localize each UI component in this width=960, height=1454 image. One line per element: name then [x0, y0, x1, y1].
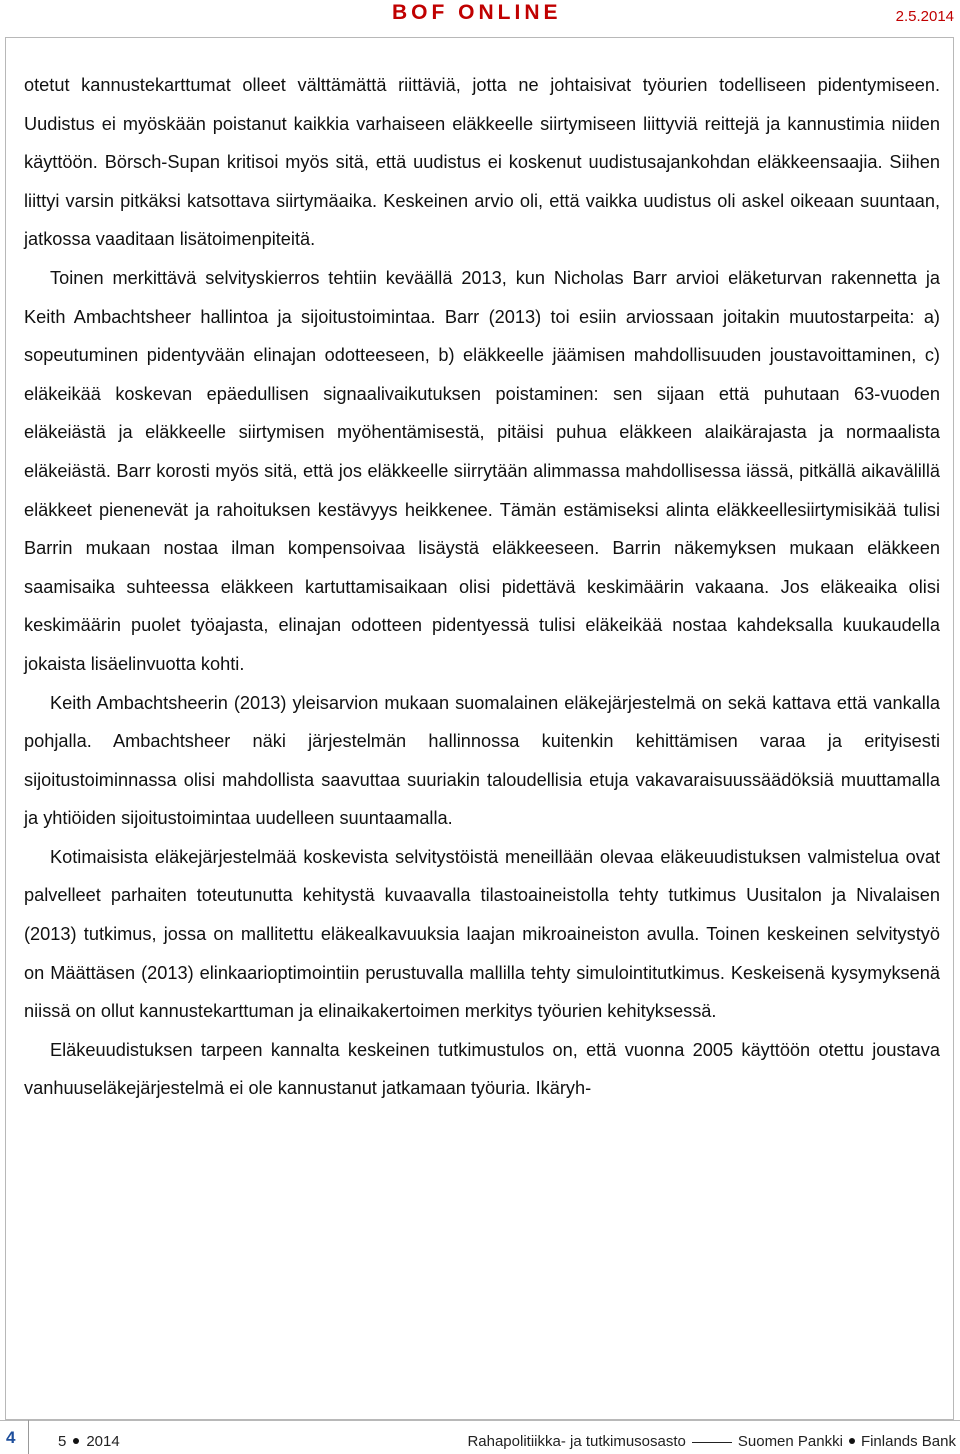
publication-date: 2.5.2014: [895, 8, 954, 25]
bank-name-sv: Finlands Bank: [860, 1433, 956, 1450]
bullet-icon: [73, 1438, 79, 1444]
issue-year: 2014: [86, 1433, 120, 1450]
paragraph-4: Kotimaisista eläkejärjestelmää koskevista selvitystöistä meneillään olevaa eläkeuudistuksen valmistelua ovat palvelleet parhaiten toteutunutta kehitystä kuvaavalla tilastoaineistolla tehty tutkimus Uusitalon ja Nivalaisen (2013) tutkimus, jossa on mallitettu eläkealkavuuksia laajan mikroaineiston avulla. Toinen keskeinen selvitystyö on Määttäsen (2013) elinkaarioptimointiin perustuvalla mallilla tehty simulointitutkimus. Keskeisenä kysymyksenä niissä on ollut kannustekarttuman ja elinaikakertoimen merkitys työurien kehityksessä.: [24, 846, 940, 1022]
paragraph-5: Eläkeuudistuksen tarpeen kannalta keskeinen tutkimustulos on, että vuonna 2005 käyttöön otettu joustava vanhuuseläkejärjestelmä ei ole kannustanut jatkamaan työuria. Ikäryh-: [24, 1039, 940, 1099]
footer-separator: [28, 1420, 29, 1454]
paragraph-2: Toinen merkittävä selvityskierros tehtiin keväällä 2013, kun Nicholas Barr arvioi eläketurvan rakennetta ja Keith Ambachtsheer hallintoa ja sijoitustoimintaa. Barr (2013) toi esiin arviossaan joitakin muutostarpeita: a) sopeutuminen pidentyvään elinajan odotteeseen, b) eläkkeelle jäämisen mahdollisuuden joustavoittaminen, c) eläkeikää koskevan epäedullisen signaalivaikutuksen poistaminen: sen sijaan että puhutaan 63-vuoden eläkeiästä ja eläkkeelle siirtymisen myöhentämisestä, pitäisi puhua eläkkeen alaikärajasta ja normaalista eläkeiästä. Barr korosti myös sitä, että jos eläkkeelle siirrytään alimmassa mahdollisessa iässä, pitkällä aikavälillä eläkkeet pienenevät ja rahoituksen kestävyys heikkenee. Tämän estämiseksi alinta eläkkeellesiirtymisikää tulisi Barrin mukaan nostaa ilman kompensoivaa lisäystä eläkkeeseen. Barrin näkemyksen mukaan eläkkeen saamisaika suhteessa eläkkeen kartuttamisaikaan olisi pidettävä keskimäärin vakaana. Jos eläkeaika olisi keskimäärin puolet työajasta, elinajan odotteen pidentyessä tulisi eläkeikää nostaa kahdeksalla kuukaudella jokaista lisäelinvuotta kohti.: [24, 267, 940, 674]
issue-info: [58, 1433, 120, 1450]
paragraph-3: Keith Ambachtsheerin (2013) yleisarvion mukaan suomalainen eläkejärjestelmä on sekä kattava että vankalla pohjalla. Ambachtsheer näki järjestelmän hallinnossa kuitenkin kehittämisen varaa ja erityisesti sijoitustoiminnassa olisi mahdollista saavuttaa suuriakin taloudellisia etuja vakavaraisuussäädöksiä muuttamalla ja yhtiöiden sijoitustoimintaa uudelleen suuntaamalla.: [24, 692, 940, 829]
publisher-info: [467, 1433, 956, 1450]
bank-name-fi: Suomen Pankki: [737, 1433, 843, 1450]
article-body: [24, 66, 940, 1108]
bullet-icon: [849, 1438, 855, 1444]
page-footer: [0, 1420, 960, 1454]
dash-separator: [692, 1442, 732, 1443]
paragraph-1: otetut kannustekarttumat olleet välttämättä riittäviä, jotta ne johtaisivat työurien todelliseen pidentymiseen. Uudistus ei myöskään poistanut kaikkia varhaiseen eläkkeelle siirtymiseen liittyviä reittejä ja kannustimia niiden käyttöön. Börsch-Supan kritisoi myös sitä, että uudistus ei koskenut uudistusajankohdan eläkkeensaajia. Siihen liittyi varsin pitkäksi katsottava siirtymäaika. Keskeinen arvio oli, että vaikka uudistus oli askel oikeaan suuntaan, jatkossa vaaditaan lisätoimenpiteitä.: [24, 75, 940, 250]
issue-number: 5: [58, 1433, 67, 1450]
page-number: 4: [6, 1428, 16, 1447]
department-name: Rahapolitiikka- ja tutkimusosasto: [467, 1433, 686, 1450]
footer-divider: [0, 1420, 960, 1421]
publication-title: BOF ONLINE: [392, 1, 562, 24]
page-header: [0, 0, 960, 40]
